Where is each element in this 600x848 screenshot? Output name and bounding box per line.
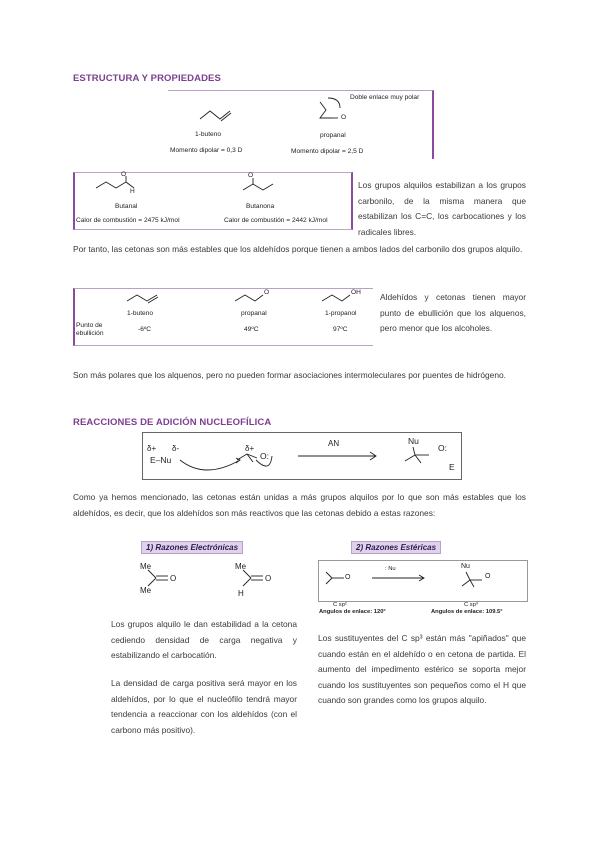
steric-product-nu: Nu — [461, 563, 470, 570]
steric-sp3-angle: Angulos de enlace: 109.5° — [431, 609, 503, 615]
paragraph-grupos-alquilo-estabilidad: Los grupos alquilo le dan estabilidad a la cetona cediendo densidad de carga negativa y estabilizando el carbocatión. — [111, 619, 297, 660]
paragraph-cetonas-estables: Por tanto, las cetonas son más estables que los aldehídos porque tienen a ambos lados del carbonilo dos grupos alquilo. — [73, 244, 523, 254]
bp-row-label-1: Punto de — [76, 322, 103, 329]
tag-razones-electronicas: 1) Razones Electrónicas — [141, 541, 243, 554]
elec-me-bottom: Me — [140, 586, 152, 595]
steric-nu-reagent: : Nu — [385, 566, 396, 572]
butanal-label: Butanal — [115, 203, 138, 210]
propanal-o-atom: O — [341, 114, 347, 121]
paragraph-sustituyentes-sp3: Los sustituyentes del C sp³ están más "apiñados" que cuando están en el aldehído o en cetona de partida. El aumento del impedimento estérico se soporta mejor cuando los sustituyentes son pequeños como el H que cuando son grandes como los grupos alquilo. — [318, 633, 526, 705]
elec-me-top: Me — [140, 562, 152, 571]
tag-razones-estericas: 2) Razones Estéricas — [351, 541, 441, 554]
steric-sp2-type: C sp² — [333, 602, 347, 608]
paragraph-densidad-carga: La densidad de carga positiva será mayor en los aldehídos, por lo que el nucleófilo tendrá mayor tendencia a reaccionar con los aldehídos (con el carbono más positivo). — [111, 678, 297, 735]
paragraph-mas-polares: Son más polares que los alquenos, pero no pueden formar asociaciones intermoleculares por puentes de hidrógeno. — [73, 370, 506, 380]
mech-e-nu: E–Nu — [150, 455, 172, 465]
mech-product-structure — [405, 447, 435, 467]
bp-butene-structure — [127, 291, 177, 305]
section-heading-estructura: ESTRUCTURA Y PROPIEDADES — [73, 73, 221, 84]
mech-delta-plus: δ+ — [147, 444, 157, 453]
mech-product-o: O: — [438, 443, 447, 453]
bp-propanal-value: 49ºC — [244, 326, 259, 333]
butanona-label: Butanona — [246, 203, 275, 210]
butanal-structure — [96, 176, 156, 196]
bp-butene-label: 1-buteno — [127, 310, 154, 317]
butene-label: 1-buteno — [195, 131, 222, 138]
propanal-label: propanal — [320, 132, 346, 139]
mech-product-e: E — [449, 462, 455, 472]
butanal-h-atom: H — [130, 188, 135, 195]
steric-sp3-o: O — [485, 573, 491, 580]
paragraph-razones-intro: Como ya hemos mencionado, las cetonas están unidas a más grupos alquilos por lo que son más estables que los aldehídos, es decir, que los aldehídos son más reactivos que las cetonas debido a estas razones: — [73, 492, 526, 518]
bp-propanol-oh: OH — [351, 289, 361, 296]
elec-me-right: Me — [235, 562, 247, 571]
butanona-o-atom: O — [248, 172, 254, 179]
butanona-heat: Calor de combustión = 2442 kJ/mol — [224, 217, 328, 224]
butene-structure — [200, 97, 250, 127]
propanal-dipole: Momento dipolar = 2,5 D — [291, 148, 364, 155]
butanona-structure — [243, 178, 293, 198]
bp-propanol-label: 1-propanol — [325, 310, 357, 317]
section-heading-reacciones: REACCIONES DE ADICIÓN NUCLEOFÍLICA — [73, 417, 272, 428]
mech-product-nu: Nu — [408, 436, 419, 446]
elec-h-right: H — [238, 589, 244, 598]
butanal-heat: Calor de combustión = 2475 kJ/mol — [76, 217, 180, 224]
butanal-o-atom: O — [121, 171, 127, 178]
mech-arrow-label: AN — [328, 439, 340, 448]
steric-sp3-type: C sp³ — [464, 602, 478, 608]
elec-aldehyde-o: O — [265, 574, 272, 583]
bp-propanol-value: 97ºC — [333, 326, 348, 333]
elec-ketone-o: O — [170, 574, 177, 583]
mech-o-minus: O: — [260, 451, 269, 461]
bp-propanal-o-atom: O — [264, 289, 270, 296]
butene-dipole: Momento dipolar = 0,3 D — [170, 147, 243, 154]
steric-sp2-o: O — [345, 574, 351, 581]
bp-propanal-label: propanal — [241, 310, 267, 317]
mech-reaction-arrow — [298, 452, 378, 462]
paragraph-alquilos-estabilizan: Los grupos alquilos estabilizan a los grupos carbonilo, de la misma manera que estabilizan los C=C, los carbocationes y los radicales libres. — [358, 180, 526, 237]
mech-delta-plus-2: δ+ — [245, 444, 255, 453]
paragraph-punto-ebullicion: Aldehídos y cetonas tienen mayor punto de ebullición que los alquenos, pero menor que los alcoholes. — [380, 292, 526, 333]
steric-sp2-angle: Angulos de enlace: 120° — [319, 609, 386, 615]
polar-note: Doble enlace muy polar — [350, 94, 420, 101]
steric-sp2-structure — [326, 570, 356, 590]
bp-butene-value: -6ºC — [138, 326, 152, 333]
bp-row-label-2: ebullición — [76, 330, 104, 337]
mech-delta-minus: δ- — [172, 444, 180, 453]
steric-reaction-arrow — [372, 575, 426, 583]
